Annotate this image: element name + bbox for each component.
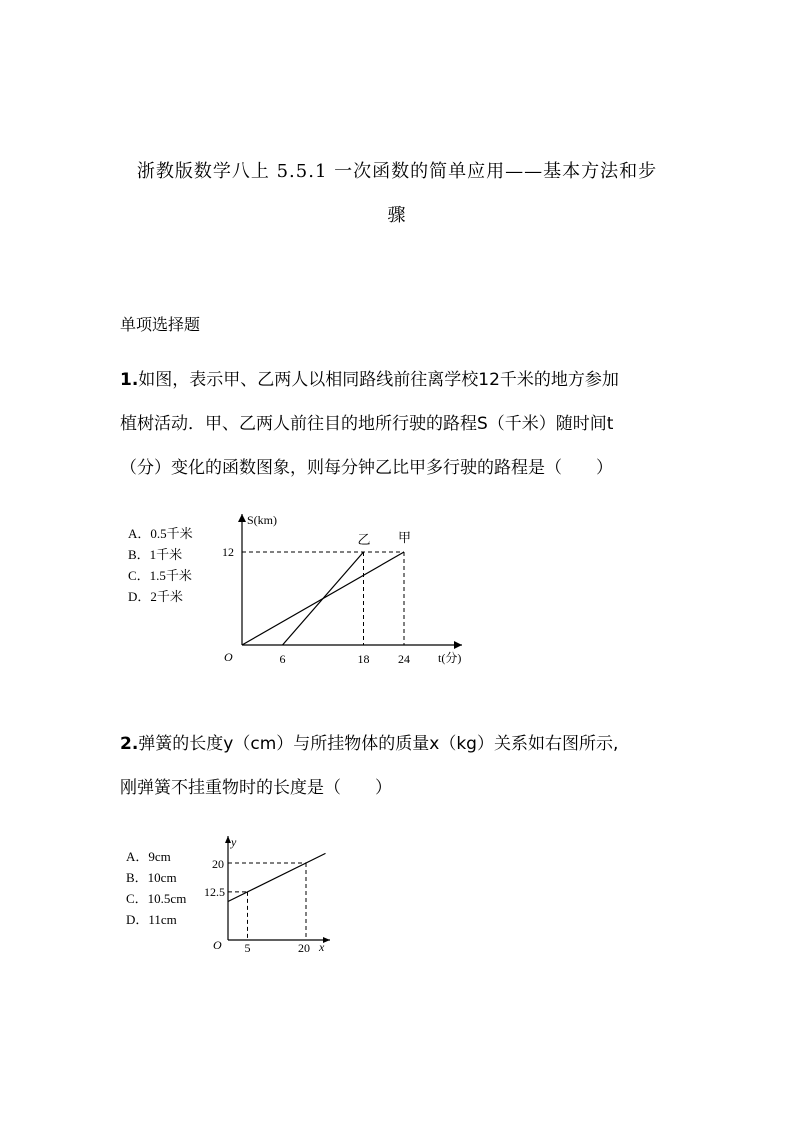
fig2-x-tick: 20: [298, 941, 310, 955]
question-2-line-2: 刚弹簧不挂重物时的长度是（ ）: [120, 778, 392, 798]
fig1-y-tick: 12: [222, 545, 234, 559]
fig2-line: [228, 853, 326, 901]
question-2-text: [120, 722, 680, 810]
question-2-line-1-text: 弹簧的长度y（cm）与所挂物体的质量x（kg）关系如右图所示,: [138, 734, 619, 754]
q2-option-d: D．11cm: [126, 912, 177, 927]
fig1-y-arrow: [238, 514, 246, 522]
question-1-line-3: （分）变化的函数图象，则每分钟乙比甲多行驶的路程是（ ）: [120, 458, 613, 478]
fig1-x-tick: 6: [279, 652, 286, 666]
question-1-line-2: 植树活动．甲、乙两人前往目的地所行驶的路程S（千米）随时间t: [120, 414, 614, 434]
fig1-x-arrow: [454, 641, 462, 649]
fig2-x-tick: 5: [244, 941, 251, 955]
q1-option-a: A．0.5千米: [128, 526, 193, 541]
title-line-2: 骤: [387, 205, 407, 226]
fig1-line-yi: [283, 552, 364, 645]
q1-option-b: B．1千米: [128, 547, 183, 562]
section-heading: 单项选择题: [120, 315, 201, 334]
q2-option-a: A．9cm: [126, 849, 171, 864]
fig2-y-tick: 20: [212, 857, 224, 871]
fig1-y-label: S(km): [247, 513, 277, 527]
fig1-x-label: t(分): [438, 651, 462, 665]
question-2-number: 2.: [120, 734, 139, 754]
fig2-x-label: x: [319, 940, 325, 954]
fig2-origin: O: [213, 938, 222, 952]
fig2-y-tick: 12.5: [204, 884, 225, 899]
question-2-options: [126, 846, 186, 930]
fig1-label-yi: 乙: [357, 532, 371, 547]
fig2-y-label: y: [231, 835, 237, 849]
fig1-x-tick: 24: [398, 652, 410, 666]
q2-option-b: B．10cm: [126, 870, 177, 885]
figure-1: [222, 513, 462, 666]
figure-2: [204, 835, 330, 955]
fig1-origin: O: [224, 650, 233, 664]
question-1-number: 1.: [120, 370, 139, 390]
fig1-x-tick: 18: [357, 652, 370, 666]
title-line-1: 浙教版数学八上 5.5.1 一次函数的简单应用——基本方法和步: [136, 161, 658, 182]
q1-option-c: C．1.5千米: [128, 568, 192, 583]
question-1-line-1-text: 如图，表示甲、乙两人以相同路线前往离学校12千米的地方参加: [138, 370, 619, 390]
question-2-line-1: [120, 722, 680, 766]
q2-option-c: C．10.5cm: [126, 891, 187, 906]
q1-option-d: D．2千米: [128, 589, 183, 604]
fig1-label-jia: 甲: [398, 530, 412, 545]
